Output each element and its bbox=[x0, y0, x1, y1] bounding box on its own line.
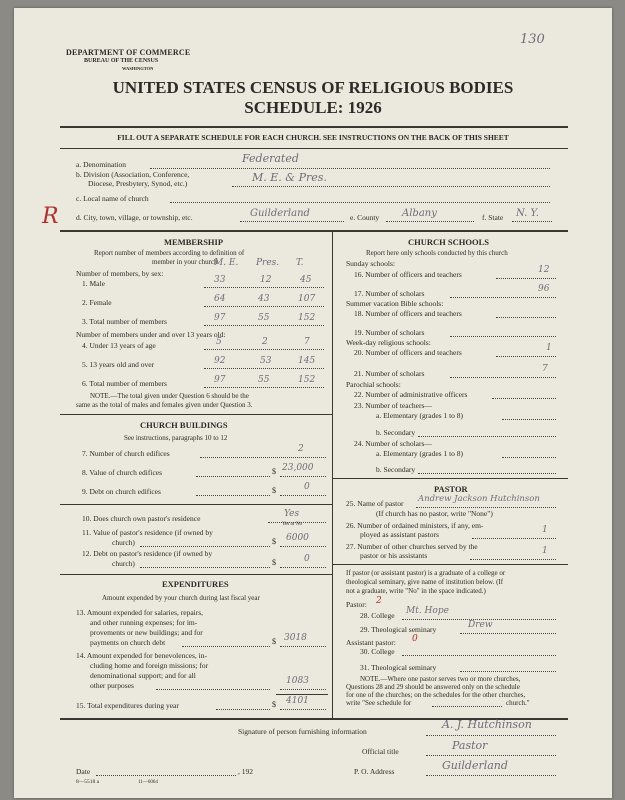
member-cell[interactable]: 5 bbox=[216, 337, 222, 347]
member-cell[interactable]: 64 bbox=[214, 294, 226, 304]
member-row-line bbox=[204, 287, 324, 288]
q27-value[interactable]: 1 bbox=[542, 546, 548, 556]
pastor-subheading: Pastor: bbox=[346, 600, 367, 609]
q26-value[interactable]: 1 bbox=[542, 525, 548, 535]
graduate-note-2: theological seminary, give name of institution below. (If bbox=[346, 578, 504, 586]
q26-label-2: ployed as assistant pastors bbox=[360, 530, 439, 539]
q18-line bbox=[496, 317, 556, 318]
member-cell[interactable]: 43 bbox=[258, 294, 270, 304]
edifices-debt-label: 9. Debt on church edifices bbox=[82, 487, 161, 496]
residence-debt-value[interactable]: 0 bbox=[304, 554, 310, 564]
denomination-label: a. Denomination bbox=[76, 160, 126, 169]
q27-line bbox=[470, 559, 556, 560]
q28-label: 28. College bbox=[360, 611, 395, 620]
member-cell[interactable]: 12 bbox=[260, 275, 272, 285]
member-cell[interactable]: 33 bbox=[214, 275, 226, 285]
date-line bbox=[96, 775, 236, 776]
residence-debt-label: 12. Debt on pastor's residence (if owned by bbox=[82, 549, 213, 558]
q27-label-2: pastor or his assistants bbox=[360, 551, 428, 560]
q19-label: 19. Number of scholars bbox=[354, 328, 425, 337]
official-title-label: Official title bbox=[362, 747, 399, 756]
q20-label: 20. Number of officers and teachers bbox=[354, 348, 462, 357]
dollar-sign: $ bbox=[272, 467, 276, 476]
q20-value[interactable]: 1 bbox=[546, 343, 552, 353]
city-line bbox=[240, 221, 344, 222]
q27-label-1: 27. Number of other churches served by the bbox=[346, 542, 478, 551]
dollar-sign: $ bbox=[272, 486, 276, 495]
residence-debt-dots bbox=[140, 567, 270, 568]
q26-label-1: 26. Number of ordained ministers, if any, em- bbox=[346, 521, 484, 530]
edifices-count-value[interactable]: 2 bbox=[298, 444, 304, 454]
main-top-rule bbox=[60, 230, 568, 232]
pastor-note-4: write "See schedule for bbox=[346, 699, 412, 707]
member-cell[interactable]: 92 bbox=[214, 356, 226, 366]
denomination-value[interactable]: Federated bbox=[242, 152, 299, 165]
buildings-subheading: See instructions, paragraphs 10 to 12 bbox=[124, 434, 228, 442]
q17-line bbox=[450, 297, 556, 298]
q25-note: (If church has no pastor, write "None") bbox=[376, 509, 493, 518]
county-label: e. County bbox=[350, 213, 380, 222]
division-value[interactable]: M. E. & Pres. bbox=[252, 171, 327, 184]
residence-value-dots bbox=[140, 546, 270, 547]
q21-line bbox=[450, 377, 556, 378]
q14-line-3: denominational support; and for all bbox=[90, 671, 196, 680]
pastor-mark: 2 bbox=[376, 596, 382, 606]
member-cell[interactable]: 97 bbox=[214, 313, 226, 323]
member-cell[interactable]: 55 bbox=[258, 375, 270, 385]
member-row-line bbox=[204, 306, 324, 307]
q18-label: 18. Number of officers and teachers bbox=[354, 309, 462, 318]
q25-label: 25. Name of pastor bbox=[346, 499, 404, 508]
header-rule bbox=[60, 126, 568, 128]
local-name-line bbox=[170, 202, 550, 203]
members-by-age-label: Number of members under and over 13 years old: bbox=[76, 330, 226, 339]
buildings-mid-rule bbox=[60, 504, 332, 505]
q13-line-4: payments on church debt bbox=[90, 638, 166, 647]
member-row-line bbox=[204, 325, 324, 326]
instruction-rule bbox=[60, 148, 568, 149]
edifices-value-dots bbox=[196, 476, 270, 477]
q23-label: 23. Number of teachers— bbox=[354, 401, 432, 410]
pastor-residence-label: 10. Does church own pastor's residence bbox=[82, 514, 201, 523]
yes-no-caption: Yes or No bbox=[282, 522, 303, 527]
city-value[interactable]: Guilderland bbox=[250, 208, 310, 219]
pastor-residence-value[interactable]: Yes bbox=[284, 509, 300, 519]
dollar-sign: $ bbox=[272, 700, 276, 709]
q15-line bbox=[280, 709, 326, 710]
member-cell[interactable]: 107 bbox=[298, 294, 316, 304]
q24b-line bbox=[418, 473, 556, 474]
pastor-note-5: church." bbox=[506, 699, 530, 707]
residence-debt-label-2: church) bbox=[112, 559, 135, 568]
expenditures-heading: EXPENDITURES bbox=[162, 579, 229, 589]
edifices-count-label: 7. Number of church edifices bbox=[82, 449, 170, 458]
buildings-heading: CHURCH BUILDINGS bbox=[140, 420, 228, 430]
sunday-schools-label: Sunday schools: bbox=[346, 259, 395, 268]
state-value[interactable]: N. Y. bbox=[516, 208, 539, 219]
q26-line bbox=[472, 538, 556, 539]
edifices-value-label: 8. Value of church edifices bbox=[82, 468, 163, 477]
local-name-label: c. Local name of church bbox=[76, 194, 149, 203]
q23a-label: a. Elementary (grades 1 to 8) bbox=[376, 411, 464, 420]
po-address-label: P. O. Address bbox=[354, 767, 395, 776]
q31-label: 31. Theological seminary bbox=[360, 663, 437, 672]
member-cell[interactable]: 2 bbox=[262, 337, 268, 347]
dollar-sign: $ bbox=[272, 558, 276, 567]
pastor-note-3: for one of the churches; on the schedules for the other churches, bbox=[346, 691, 526, 699]
division-label-2: Diocese, Presbytery, Synod, etc.) bbox=[88, 179, 188, 188]
form-subtitle: SCHEDULE: 1926 bbox=[244, 98, 382, 117]
summer-schools-label: Summer vacation Bible schools: bbox=[346, 299, 444, 308]
residence-value-value[interactable]: 6000 bbox=[286, 533, 309, 543]
residence-debt-line bbox=[280, 567, 326, 568]
q30-label: 30. College bbox=[360, 647, 395, 656]
col-head-me: M. E. bbox=[214, 258, 239, 268]
expenditures-subheading: Amount expended by your church during last fiscal year bbox=[102, 594, 260, 602]
assistant-mark: 0 bbox=[412, 634, 418, 644]
city-name: WASHINGTON bbox=[122, 66, 154, 71]
q15-label: 15. Total expenditures during year bbox=[76, 701, 179, 710]
member-row-line bbox=[204, 387, 324, 388]
q29-line bbox=[460, 633, 556, 634]
q24a-label: a. Elementary (grades 1 to 8) bbox=[376, 449, 464, 458]
residence-value-label-2: church) bbox=[112, 538, 135, 547]
pastor-note-1: NOTE.—Where one pastor serves two or more churches, bbox=[360, 675, 521, 683]
edifices-debt-line bbox=[280, 495, 326, 496]
sum-rule bbox=[276, 694, 328, 695]
q23b-line bbox=[418, 436, 556, 437]
q13-line-1: 13. Amount expended for salaries, repairs, bbox=[76, 608, 204, 617]
residence-value-line bbox=[280, 546, 326, 547]
graduate-note-1: If pastor (or assistant pastor) is a graduate of a college or bbox=[346, 569, 506, 577]
col-head-pres: Pres. bbox=[256, 258, 280, 268]
signature-label: Signature of person furnishing information bbox=[238, 727, 367, 736]
q31-line bbox=[460, 671, 556, 672]
q24a-line bbox=[502, 457, 556, 458]
pastor-note-2: Questions 28 and 29 should be answered only on the schedule bbox=[346, 683, 520, 691]
q13-line-2: and other running expenses; for im- bbox=[90, 618, 198, 627]
member-cell[interactable]: 152 bbox=[298, 313, 316, 323]
q28-value[interactable]: Mt. Hope bbox=[406, 606, 449, 616]
member-row-label: 3. Total number of members bbox=[82, 317, 167, 326]
membership-intro-1: Report number of members according to definition of bbox=[94, 249, 245, 257]
q23b-label: b. Secondary bbox=[376, 428, 416, 437]
membership-heading: MEMBERSHIP bbox=[164, 237, 224, 247]
q24-label: 24. Number of scholars— bbox=[354, 439, 432, 448]
member-cell[interactable]: 7 bbox=[304, 337, 310, 347]
member-row-label: 1. Male bbox=[82, 279, 105, 288]
q13-line-3: provements or new buildings; and for bbox=[90, 628, 203, 637]
edifices-debt-dots bbox=[196, 495, 270, 496]
q21-value[interactable]: 7 bbox=[542, 364, 548, 374]
edifices-count-line bbox=[200, 457, 326, 458]
department-name: DEPARTMENT OF COMMERCE bbox=[66, 48, 191, 57]
q14-value[interactable]: 1083 bbox=[286, 676, 309, 686]
division-label-1: b. Division (Association, Conference, bbox=[76, 170, 190, 179]
weekday-schools-label: Week-day religious schools: bbox=[346, 338, 431, 347]
pastor-note-blank bbox=[432, 706, 502, 707]
q17-label: 17. Number of scholars bbox=[354, 289, 425, 298]
membership-note-1: NOTE.—The total given under Question 6 should be the bbox=[90, 392, 249, 400]
po-address-value[interactable]: Guilderland bbox=[442, 759, 508, 772]
state-line bbox=[512, 221, 552, 222]
q17-value[interactable]: 96 bbox=[538, 284, 550, 294]
city-label: d. City, town, village, or township, etc. bbox=[76, 213, 193, 222]
q16-line bbox=[496, 278, 556, 279]
bureau-name: BUREAU OF THE CENSUS bbox=[84, 58, 159, 64]
q22-label: 22. Number of administrative officers bbox=[354, 390, 468, 399]
county-value[interactable]: Albany bbox=[402, 208, 437, 219]
q25-value[interactable]: Andrew Jackson Hutchinson bbox=[418, 494, 540, 504]
q14-dots bbox=[156, 689, 270, 690]
member-cell[interactable]: 97 bbox=[214, 375, 226, 385]
q14-line-4: other purposes bbox=[90, 681, 134, 690]
division-line bbox=[232, 186, 550, 187]
margin-check-mark: R bbox=[42, 204, 59, 229]
member-cell[interactable]: 45 bbox=[300, 275, 312, 285]
edifices-value-line bbox=[280, 476, 326, 477]
schools-rule bbox=[332, 478, 568, 479]
q23a-line bbox=[502, 419, 556, 420]
graduate-note-3: not a graduate, write "No" in the space indicated.) bbox=[346, 587, 486, 595]
membership-intro-2: member in your church bbox=[152, 258, 218, 266]
q13-value[interactable]: 3018 bbox=[284, 633, 307, 643]
q30-line bbox=[402, 655, 556, 656]
form-number: 8—5518 a bbox=[76, 779, 100, 785]
q20-line bbox=[496, 356, 556, 357]
q13-dots bbox=[182, 646, 270, 647]
q15-value[interactable]: 4101 bbox=[286, 696, 309, 706]
edifices-debt-value[interactable]: 0 bbox=[304, 482, 310, 492]
schools-heading: CHURCH SCHOOLS bbox=[408, 237, 489, 247]
q19-line bbox=[450, 336, 556, 337]
census-schedule-sheet bbox=[14, 8, 612, 798]
members-by-sex-label: Number of members, by sex: bbox=[76, 269, 164, 278]
q22-line bbox=[492, 398, 556, 399]
column-divider bbox=[332, 230, 333, 668]
q21-label: 21. Number of scholars bbox=[354, 369, 425, 378]
pastor-mid-rule bbox=[332, 564, 568, 565]
q25-line bbox=[416, 507, 556, 508]
member-row-label: 2. Female bbox=[82, 298, 112, 307]
q14-line-1: 14. Amount expended for benevolences, in- bbox=[76, 651, 208, 660]
schools-subheading: Report here only schools conducted by this church bbox=[366, 249, 508, 257]
q29-label: 29. Theological seminary bbox=[360, 625, 437, 634]
member-cell[interactable]: 55 bbox=[258, 313, 270, 323]
member-row-label: 5. 13 years old and over bbox=[82, 360, 155, 369]
pastor-heading: PASTOR bbox=[434, 484, 468, 494]
form-title: UNITED STATES CENSUS OF RELIGIOUS BODIES bbox=[112, 78, 514, 97]
state-label: f. State bbox=[482, 213, 504, 222]
q16-label: 16. Number of officers and teachers bbox=[354, 270, 462, 279]
buildings-rule bbox=[60, 574, 332, 575]
denomination-line bbox=[150, 168, 550, 169]
q15-dots bbox=[216, 709, 270, 710]
membership-rule bbox=[60, 414, 332, 415]
residence-value-label: 11. Value of pastor's residence (if owned by bbox=[82, 528, 213, 537]
member-row-label: 6. Total number of members bbox=[82, 379, 167, 388]
instruction-line: FILL OUT A SEPARATE SCHEDULE FOR EACH CHURCH. SEE INSTRUCTIONS ON THE BACK OF THIS SHEET bbox=[117, 133, 509, 142]
member-row-label: 4. Under 13 years of age bbox=[82, 341, 156, 350]
print-number: 11—6064 bbox=[138, 780, 158, 785]
date-year: , 192 bbox=[238, 767, 253, 776]
signature-line bbox=[426, 735, 556, 736]
po-address-line bbox=[426, 775, 556, 776]
member-cell[interactable]: 145 bbox=[298, 356, 316, 366]
member-row-line bbox=[204, 368, 324, 369]
dollar-sign: $ bbox=[272, 537, 276, 546]
page-number: 130 bbox=[520, 32, 545, 47]
q14-line-2: cluding home and foreign missions; for bbox=[90, 661, 209, 670]
official-title-value[interactable]: Pastor bbox=[452, 739, 488, 752]
membership-note-2: same as the total of males and females given under Question 3. bbox=[76, 401, 253, 409]
member-cell[interactable]: 152 bbox=[298, 375, 316, 385]
q29-value[interactable]: Drew bbox=[468, 620, 493, 630]
county-line bbox=[386, 221, 474, 222]
dollar-sign: $ bbox=[272, 637, 276, 646]
q14-line bbox=[280, 689, 326, 690]
date-label: Date bbox=[76, 767, 91, 776]
col-head-total: T. bbox=[296, 258, 304, 268]
assistant-subheading: Assistant pastor: bbox=[346, 638, 396, 647]
q16-value[interactable]: 12 bbox=[538, 265, 550, 275]
parochial-schools-label: Parochial schools: bbox=[346, 380, 401, 389]
q13-line bbox=[280, 646, 326, 647]
member-row-line bbox=[204, 349, 324, 350]
q24b-label: b. Secondary bbox=[376, 465, 416, 474]
member-cell[interactable]: 53 bbox=[260, 356, 272, 366]
official-title-line bbox=[426, 755, 556, 756]
column-divider-lower bbox=[332, 668, 333, 718]
edifices-value-value[interactable]: 23,000 bbox=[282, 463, 314, 473]
signature-value[interactable]: A. J. Hutchinson bbox=[442, 718, 532, 731]
